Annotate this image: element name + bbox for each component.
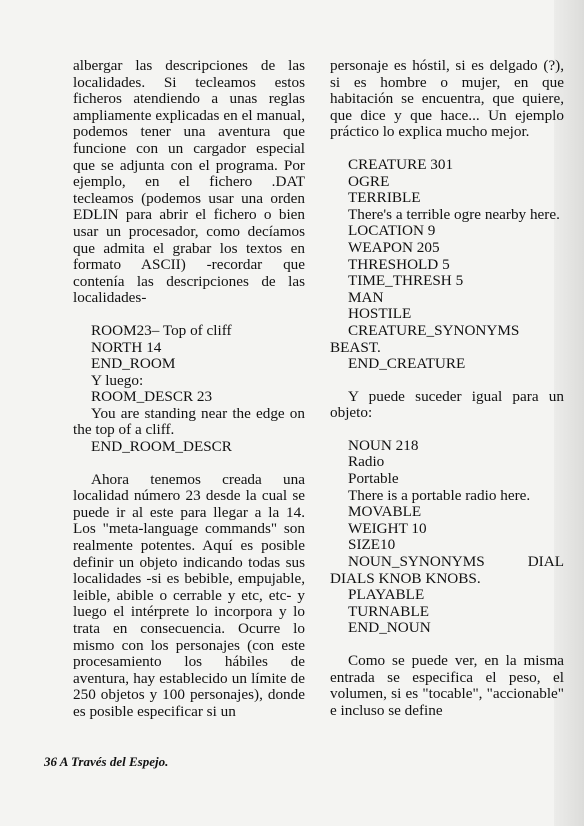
right-paragraph-1: personaje es hóstil, si es delgado (?), si es hombre o mujer, en que habitación se encuentra, que quiere, que dice y que hace... Un ejemplo práctico lo explica mucho mejor. [330, 57, 564, 141]
code-line: OGRE [348, 172, 390, 190]
code-line: END_CREATURE [348, 355, 466, 373]
code-line: END_ROOM [91, 355, 176, 373]
left-paragraph-1: albergar las descripciones de las localidades. Si tecleamos estos ficheros atendiendo a unas reglas ampliamente explicadas en el manual, podemos tener una aventura que funcione con un cargador especial que se adjunta con el programa. Por ejemplo, en el fichero .DAT tecleamos (podemos usar una orden EDLIN para abrir el fichero o bien usar un procesador, como decíamos que admita el grabar los textos en formato ASCII) -recordar que contenía las descripciones de las localidades- [73, 57, 305, 307]
code-line: SIZE10 [348, 536, 396, 554]
code-line: Y luego: [91, 371, 144, 389]
code-line: Portable [348, 470, 399, 488]
code-line: MOVABLE [348, 503, 422, 521]
code-line: END_NOUN [348, 619, 431, 637]
code-line: There is a portable radio here. [348, 486, 531, 504]
code-line: LOCATION 9 [348, 222, 436, 240]
code-line: ROOM23– Top of cliff [91, 321, 232, 339]
creature-synonyms-line: CREATURE_SYNONYMS BEAST. [330, 321, 520, 356]
noun-synonyms-line: NOUN_SYNONYMS DIAL DIALS KNOB KNOBS. [330, 553, 564, 587]
code-line: HOSTILE [348, 305, 412, 323]
code-line: NORTH 14 [91, 338, 162, 356]
code-line: NOUN 218 [348, 436, 419, 454]
code-line: WEAPON 205 [348, 238, 440, 256]
code-line: END_ROOM_DESCR [91, 438, 232, 456]
page-footer: 36 A Través del Espejo. [44, 754, 169, 769]
right-paragraph-3: Como se puede ver, en la misma entrada se especifica el peso, el volumen, si es "tocable", "accionable" e incluso se define [330, 652, 564, 719]
left-column [73, 58, 305, 721]
right-paragraph-2: Y puede suceder igual para un objeto: [330, 387, 564, 422]
code-line: Radio [348, 453, 385, 471]
code-line: TURNABLE [348, 602, 429, 620]
left-paragraph-2: Ahora tenemos creada una localidad número 23 desde la cual se puede ir al este para llegar a la 14. Los "meta-language commands" son realmente potentes. Aquí es posible definir un objeto indicando todas sus localidades -si es bebible, empujable, leible, abible o cerrable y etc, etc- y luego el intérprete lo incorpora y lo trata en consecuencia. Ocurre lo mismo con los personajes (con este procesamiento los hábiles de aventura, hay establecido un límite de 250 objetos y 100 personajes), donde es posible especificar si un [73, 470, 305, 720]
code-line: WEIGHT 10 [348, 519, 427, 537]
right-column [330, 58, 564, 719]
code-line: PLAYABLE [348, 586, 425, 604]
code-line: MAN [348, 288, 384, 306]
code-line: CREATURE 301 [348, 155, 454, 173]
creature-description-text: There's a terrible ogre nearby here. [348, 205, 560, 223]
code-line: TERRIBLE [348, 189, 421, 207]
code-line: TIME_THRESH 5 [348, 272, 464, 290]
code-line: THRESHOLD 5 [348, 255, 450, 273]
code-line: ROOM_DESCR 23 [91, 388, 213, 406]
code-description-text: You are standing near the edge on the top of a cliff. [73, 404, 305, 439]
